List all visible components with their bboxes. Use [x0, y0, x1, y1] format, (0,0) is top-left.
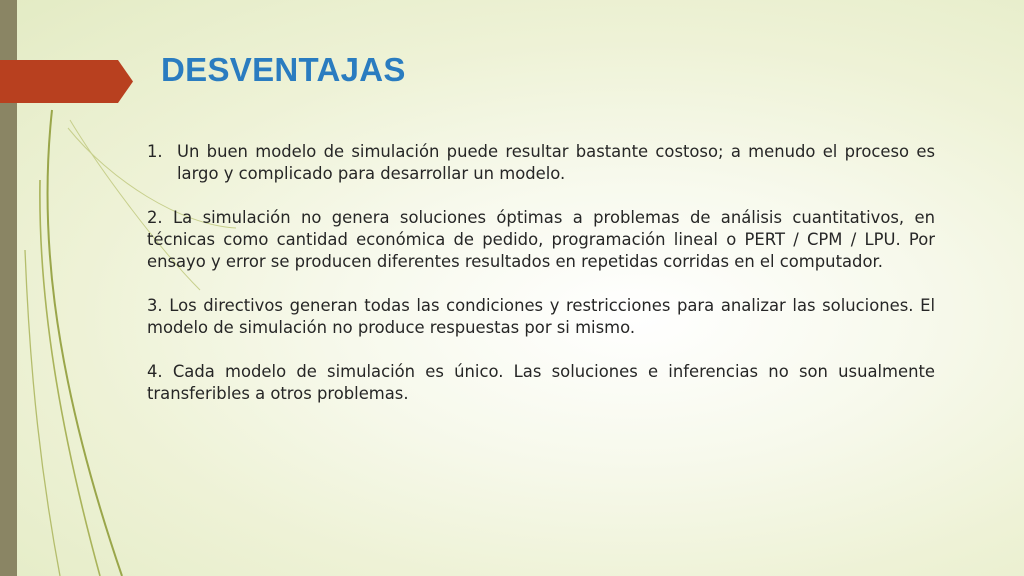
- list-item-4-text: 4. Cada modelo de simulación es único. Las soluciones e inferencias no son usualmente transferibles a otros problemas.: [147, 362, 935, 403]
- title-accent-arrow: [0, 60, 133, 103]
- slide-title: DESVENTAJAS: [161, 51, 406, 88]
- list-item-1-number: 1.: [147, 142, 163, 161]
- list-item-2-text: 2. La simulación no genera soluciones óptimas a problemas de análisis cuantitativos, en técnicas como cantidad económica de pedido, programación lineal o PERT / CPM / LPU. Por ensayo y error se producen diferentes resultados en repetidas corridas en el computador.: [147, 208, 935, 271]
- list-item-3-text: 3. Los directivos generan todas las condiciones y restricciones para analizar las soluciones. El modelo de simulación no produce respuestas por si mismo.: [147, 296, 935, 337]
- slide-content: [147, 141, 935, 427]
- list-item-1: [147, 141, 935, 185]
- list-item-1-text: Un buen modelo de simulación puede resultar bastante costoso; a menudo el proceso es largo y complicado para desarrollar un modelo.: [177, 142, 935, 183]
